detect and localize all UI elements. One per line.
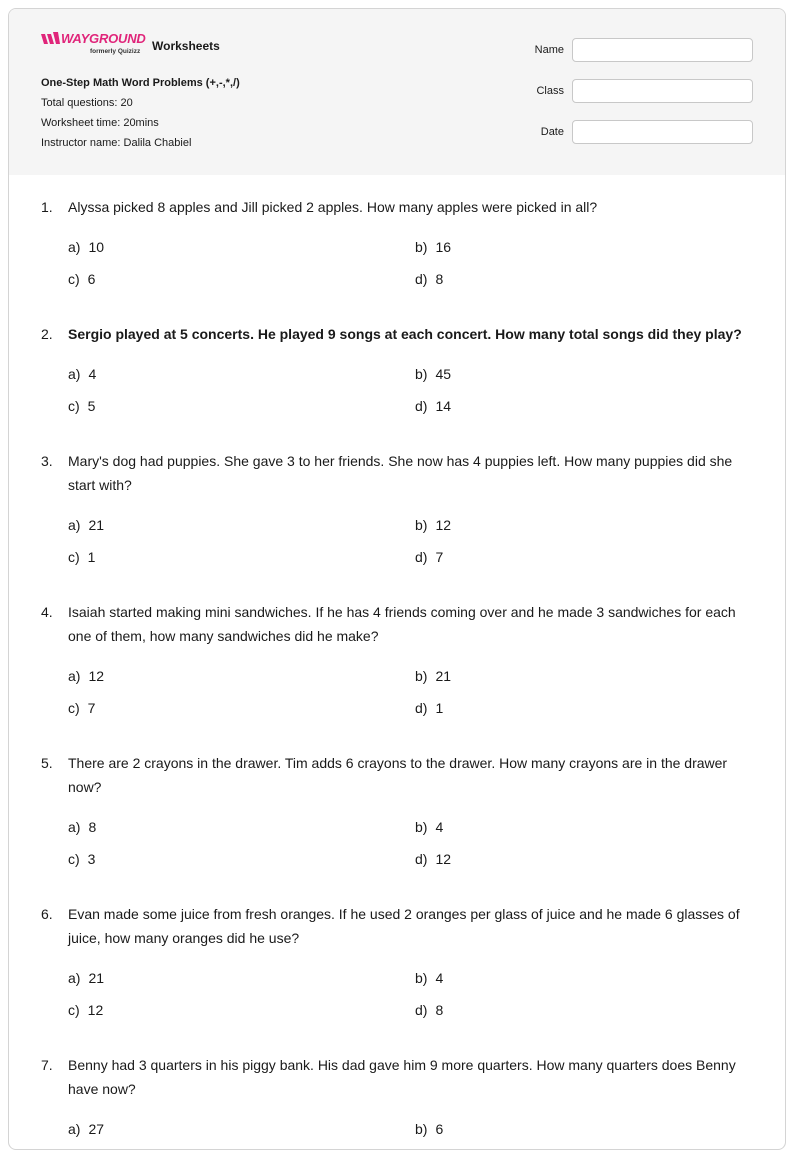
option-c[interactable]	[68, 267, 415, 291]
question-number: 1.	[41, 199, 53, 215]
name-field-row	[535, 38, 753, 62]
option-value: 7	[435, 549, 444, 565]
option-c[interactable]	[68, 394, 415, 418]
option-letter: d)	[415, 271, 428, 287]
option-letter: a)	[68, 970, 81, 986]
option-d[interactable]	[415, 696, 753, 720]
option-value: 6	[87, 271, 96, 287]
option-b[interactable]	[415, 513, 753, 537]
option-a[interactable]	[68, 815, 415, 839]
logo-mark-icon	[41, 32, 61, 46]
option-value: 3	[87, 851, 96, 867]
option-letter: a)	[68, 517, 81, 533]
question-number: 2.	[41, 326, 53, 342]
question-2	[41, 322, 753, 418]
option-value: 4	[88, 366, 97, 382]
option-c[interactable]	[68, 545, 415, 569]
option-letter: d)	[415, 851, 428, 867]
question-text: Isaiah started making mini sandwiches. If he has 4 friends coming over and he made 3 sandwiches for each one of them, how many sandwiches did he make?	[68, 604, 736, 644]
question-number: 4.	[41, 604, 53, 620]
option-letter: b)	[415, 668, 428, 684]
option-b[interactable]	[415, 362, 753, 386]
option-letter: d)	[415, 1002, 428, 1018]
option-value: 1	[87, 549, 96, 565]
worksheet-header	[9, 9, 785, 175]
worksheet-page	[8, 8, 786, 1150]
question-5	[41, 751, 753, 871]
question-7	[41, 1053, 753, 1141]
worksheet-time: Worksheet time: 20mins	[41, 117, 159, 129]
date-field-row	[535, 120, 753, 144]
option-b[interactable]	[415, 815, 753, 839]
question-6	[41, 902, 753, 1022]
question-number: 7.	[41, 1057, 53, 1073]
option-letter: a)	[68, 366, 81, 382]
brand-title: Worksheets	[152, 39, 220, 53]
option-a[interactable]	[68, 362, 415, 386]
student-fields	[535, 38, 753, 161]
worksheet-info	[41, 73, 240, 153]
answer-options	[68, 235, 753, 291]
option-value: 8	[88, 819, 97, 835]
option-value: 21	[88, 970, 105, 986]
option-b[interactable]	[415, 235, 753, 259]
option-letter: b)	[415, 970, 428, 986]
option-a[interactable]	[68, 664, 415, 688]
question-text: Sergio played at 5 concerts. He played 9 songs at each concert. How many total songs did they play?	[68, 326, 742, 342]
class-field-row	[535, 79, 753, 103]
question-4	[41, 600, 753, 720]
answer-options	[68, 362, 753, 418]
question-text: Alyssa picked 8 apples and Jill picked 2 apples. How many apples were picked in all?	[68, 199, 598, 215]
question-number: 3.	[41, 453, 53, 469]
option-value: 5	[87, 398, 96, 414]
option-letter: c)	[68, 851, 80, 867]
option-letter: d)	[415, 700, 428, 716]
total-questions: Total questions: 20	[41, 97, 133, 109]
option-value: 8	[435, 271, 444, 287]
option-value: 12	[87, 1002, 104, 1018]
option-value: 45	[435, 366, 452, 382]
option-value: 14	[435, 398, 452, 414]
answer-options	[68, 664, 753, 720]
option-value: 12	[88, 668, 105, 684]
option-a[interactable]	[68, 235, 415, 259]
option-value: 12	[435, 517, 452, 533]
worksheet-title: One-Step Math Word Problems (+,-,*,/)	[41, 77, 240, 89]
question-number: 5.	[41, 755, 53, 771]
question-list	[41, 195, 753, 1150]
option-c[interactable]	[68, 847, 415, 871]
option-letter: b)	[415, 517, 428, 533]
wayground-logo	[41, 31, 145, 59]
option-a[interactable]	[68, 1117, 415, 1141]
option-c[interactable]	[68, 998, 415, 1022]
name-label: Name	[534, 44, 564, 56]
logo-wordmark: WAYGROUND	[61, 31, 146, 46]
option-value: 27	[88, 1121, 105, 1137]
option-letter: d)	[415, 398, 428, 414]
option-b[interactable]	[415, 966, 753, 990]
question-text: Mary's dog had puppies. She gave 3 to her friends. She now has 4 puppies left. How many puppies did she start with?	[68, 453, 733, 493]
option-value: 16	[435, 239, 452, 255]
option-d[interactable]	[415, 545, 753, 569]
option-letter: b)	[415, 366, 428, 382]
date-label: Date	[540, 126, 564, 138]
option-value: 10	[88, 239, 105, 255]
option-d[interactable]	[415, 998, 753, 1022]
option-letter: b)	[415, 239, 428, 255]
option-value: 8	[435, 1002, 444, 1018]
option-letter: a)	[68, 239, 81, 255]
class-label: Class	[536, 85, 564, 97]
option-letter: c)	[68, 271, 80, 287]
option-b[interactable]	[415, 664, 753, 688]
option-letter: a)	[68, 819, 81, 835]
option-d[interactable]	[415, 267, 753, 291]
answer-options	[68, 1117, 753, 1141]
option-letter: a)	[68, 1121, 81, 1137]
question-1	[41, 195, 753, 291]
question-3	[41, 449, 753, 569]
question-number: 6.	[41, 906, 53, 922]
option-value: 21	[435, 668, 452, 684]
option-value: 7	[87, 700, 96, 716]
option-d[interactable]	[415, 394, 753, 418]
date-input[interactable]	[572, 120, 753, 144]
option-value: 1	[435, 700, 444, 716]
option-letter: c)	[68, 549, 80, 565]
class-input[interactable]	[572, 79, 753, 103]
option-letter: c)	[68, 398, 80, 414]
question-text: Benny had 3 quarters in his piggy bank. His dad gave him 9 more quarters. How many quarters does Benny have now?	[68, 1057, 736, 1097]
answer-options	[68, 966, 753, 1022]
option-c[interactable]	[68, 696, 415, 720]
name-input[interactable]	[572, 38, 753, 62]
question-text: There are 2 crayons in the drawer. Tim adds 6 crayons to the drawer. How many crayons are in the drawer now?	[68, 755, 728, 795]
option-d[interactable]	[415, 847, 753, 871]
option-value: 12	[435, 851, 452, 867]
option-letter: c)	[68, 1002, 80, 1018]
answer-options	[68, 815, 753, 871]
option-letter: d)	[415, 549, 428, 565]
option-a[interactable]	[68, 966, 415, 990]
option-letter: c)	[68, 700, 80, 716]
option-value: 6	[435, 1121, 444, 1137]
instructor-name: Instructor name: Dalila Chabiel	[41, 137, 192, 149]
question-text: Evan made some juice from fresh oranges. If he used 2 oranges per glass of juice and he made 6 glasses of juice, how many oranges did he use?	[68, 906, 740, 946]
option-value: 21	[88, 517, 105, 533]
option-letter: a)	[68, 668, 81, 684]
option-letter: b)	[415, 1121, 428, 1137]
option-letter: b)	[415, 819, 428, 835]
option-value: 4	[435, 819, 444, 835]
answer-options	[68, 513, 753, 569]
option-value: 4	[435, 970, 444, 986]
logo-subtitle: formerly Quizizz	[90, 48, 141, 55]
option-b[interactable]	[415, 1117, 753, 1141]
option-a[interactable]	[68, 513, 415, 537]
